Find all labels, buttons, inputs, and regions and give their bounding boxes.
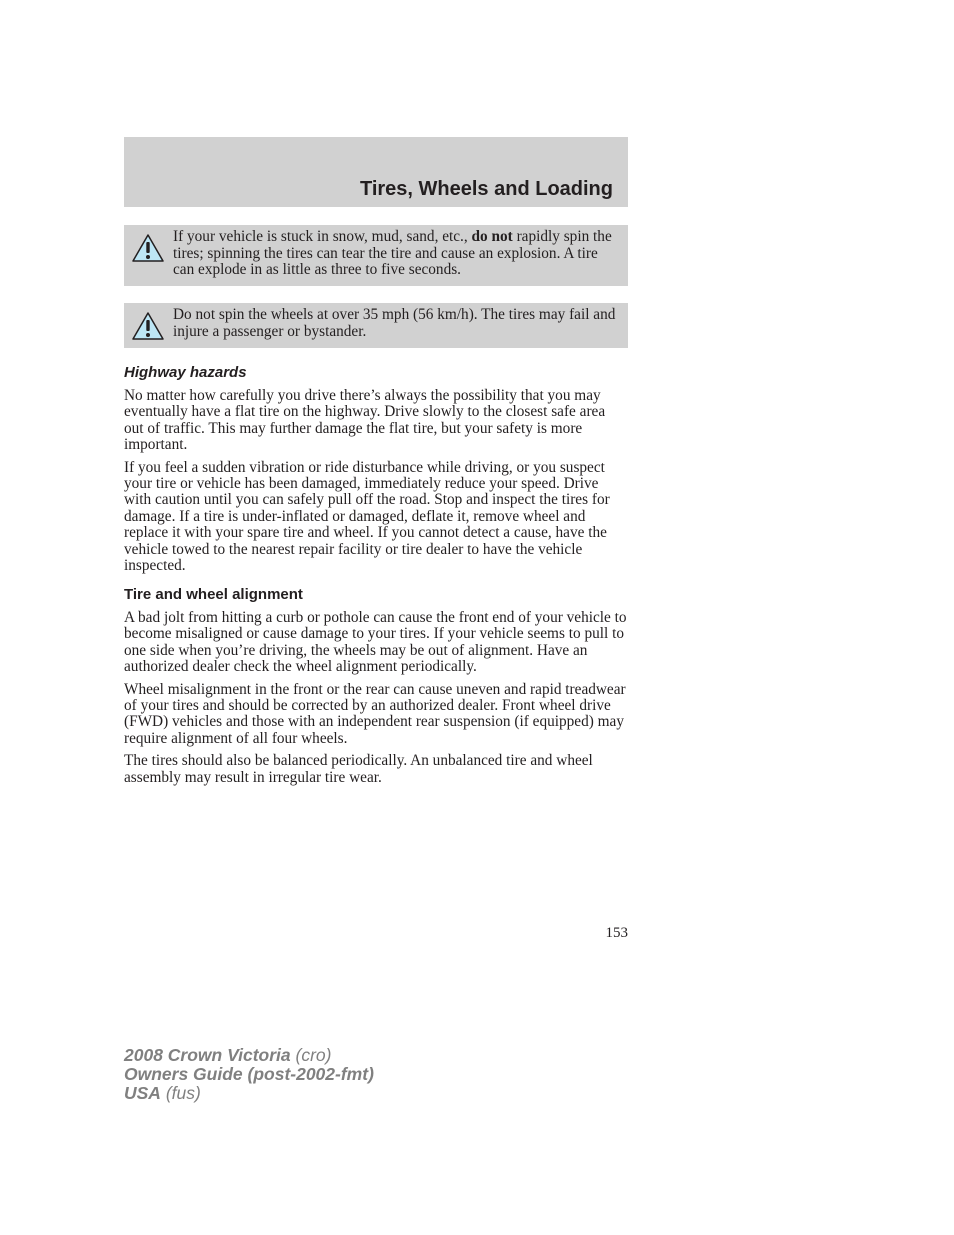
warning-triangle-icon	[131, 311, 165, 341]
paragraph: The tires should also be balanced periodically. An unbalanced tire and wheel assembly may result in irregular tire wear.	[124, 752, 593, 786]
paragraph: A bad jolt from hitting a curb or pothole can cause the front end of your vehicle to become misaligned or cause damage to your tires. If your vehicle seems to pull to one side when you’re driving, the wheels may be out of alignment. Have an authorized dealer check the wheel alignment periodically.	[124, 609, 627, 676]
paragraph: Wheel misalignment in the front or the rear can cause uneven and rapid treadwear of your tires and should be corrected by an authorized dealer. Front wheel drive (FWD) vehicles and those with an independent rear suspension (if equipped) may require alignment of all four wheels.	[124, 680, 626, 747]
section-tire-wheel-alignment	[124, 610, 628, 792]
warning-text: If your vehicle is stuck in snow, mud, sand, etc., do not rapidly spin the tires; spinning the tires can tear the tire and cause an explosion. A tire can explode in as little as three to five seconds.	[173, 228, 612, 278]
paragraph: If you feel a sudden vibration or ride disturbance while driving, or you suspect your tire or vehicle has been damaged, immediately reduce your speed. Drive with caution until you can safely pull off the road. Stop and inspect the tires for damage. If a tire is under-inflated or damaged, deflate it, remove wheel and replace it with your spare tire and wheel. If you cannot detect a cause, have the vehicle towed to the nearest repair facility or tire dealer to have the vehicle inspected.	[124, 458, 610, 575]
page-number: 153	[605, 925, 628, 941]
section-heading-tire-wheel-alignment: Tire and wheel alignment	[124, 586, 303, 603]
warning-box-2	[124, 303, 628, 348]
warning-triangle-icon	[131, 233, 165, 263]
document-footer: 2008 Crown Victoria (cro) Owners Guide (post-2002-fmt) USA (fus)	[124, 1045, 374, 1103]
warning-text: Do not spin the wheels at over 35 mph (56 km/h). The tires may fail and injure a passenger or bystander.	[173, 306, 616, 340]
chapter-header	[124, 137, 628, 207]
section-heading-highway-hazards: Highway hazards	[124, 364, 247, 381]
section-highway-hazards	[124, 388, 628, 580]
chapter-title: Tires, Wheels and Loading	[359, 178, 613, 200]
paragraph: No matter how carefully you drive there’s always the possibility that you may eventually have a flat tire on the highway. Drive slowly to the closest safe area out of traffic. This may further damage the flat tire, but your safety is more important.	[124, 387, 606, 454]
warning-box-1	[124, 225, 628, 286]
